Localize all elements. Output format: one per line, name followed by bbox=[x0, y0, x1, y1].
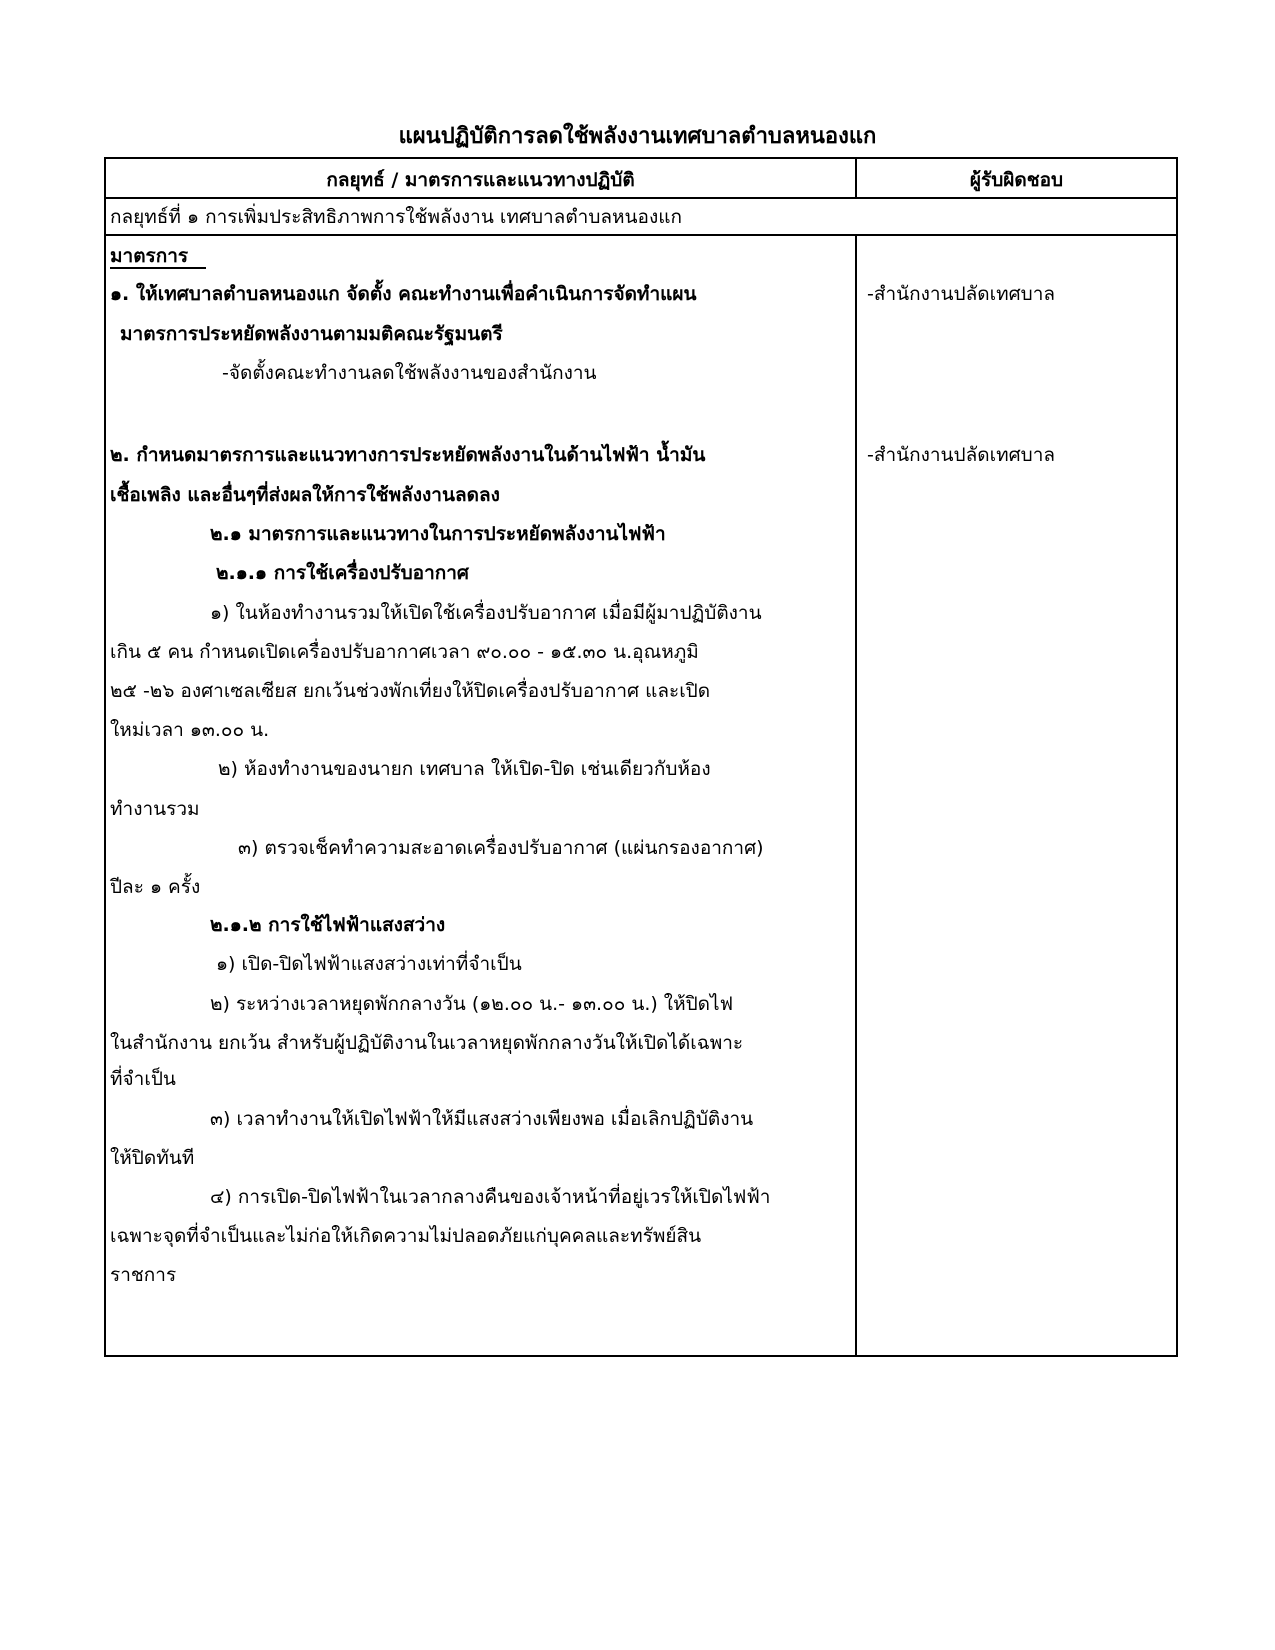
light-item-4-line-1: ๔) การเปิด-ปิดไฟฟ้าในเวลากลางคืนของเจ้าหน้าที่อยู่เวรให้เปิดไฟฟ้า bbox=[210, 1186, 771, 1208]
measure-1-line-2: มาตรการประหยัดพลังงานตามมติคณะรัฐมนตรี bbox=[120, 323, 503, 345]
measure-2-1-2-heading: ๒.๑.๒ การใช้ไฟฟ้าแสงสว่าง bbox=[210, 914, 446, 936]
measure-2-1-1-heading: ๒.๑.๑ การใช้เครื่องปรับอากาศ bbox=[216, 562, 469, 584]
ac-item-2-line-2: ทำงานรวม bbox=[110, 798, 200, 820]
light-item-3-line-2: ให้ปิดทันที bbox=[110, 1147, 195, 1169]
measure-2-1-heading: ๒.๑ มาตรการและแนวทางในการประหยัดพลังงานไฟฟ้า bbox=[210, 523, 666, 545]
header-responsible: ผู้รับผิดชอบ bbox=[969, 169, 1064, 191]
measure-1-line-1: ๑. ให้เทศบาลตำบลหนองแก จัดตั้ง คณะทำงานเพื่อคำเนินการจัดทำแผน bbox=[110, 283, 697, 305]
measure-2-line-2: เชื้อเพลิง และอื่นๆที่ส่งผลให้การใช้พลังงานลดลง bbox=[110, 484, 500, 506]
measure-2-line-1: ๒. กำหนดมาตรการและแนวทางการประหยัดพลังงานในด้านไฟฟ้า น้ำมัน bbox=[110, 444, 706, 466]
light-item-3-line-1: ๓) เวลาทำงานให้เปิดไฟฟ้าให้มีแสงสว่างเพียงพอ เมื่อเลิกปฏิบัติงาน bbox=[210, 1108, 754, 1130]
document-title: แผนปฏิบัติการลดใช้พลังงานเทศบาลตำบลหนองแก bbox=[398, 124, 877, 149]
ac-item-1-line-1: ๑) ในห้องทำงานรวมให้เปิดใช้เครื่องปรับอากาศ เมื่อมีผู้มาปฏิบัติงาน bbox=[210, 602, 762, 624]
strategy-divider bbox=[106, 234, 1176, 236]
responsible-measure-1: -สำนักงานปลัดเทศบาล bbox=[867, 283, 1056, 305]
ac-item-2-line-1: ๒) ห้องทำงานของนายก เทศบาล ให้เปิด-ปิด เช่นเดียวกับห้อง bbox=[218, 758, 711, 780]
light-item-4-line-2: เฉพาะจุดที่จำเป็นและไม่ก่อให้เกิดความไม่ปลอดภัยแก่บุคคลและทรัพย์สิน bbox=[110, 1225, 702, 1247]
measure-1-action: -จัดตั้งคณะทำงานลดใช้พลังงานของสำนักงาน bbox=[222, 362, 597, 384]
light-item-2-line-1: ๒) ระหว่างเวลาหยุดพักกลางวัน (๑๒.๐๐ น.- ๑๓.๐๐ น.) ให้ปิดไฟ bbox=[210, 993, 734, 1015]
light-item-4-line-3: ราชการ bbox=[110, 1264, 177, 1286]
ac-item-1-line-3: ๒๕ -๒๖ องศาเซลเซียส ยกเว้นช่วงพักเที่ยงให้ปิดเครื่องปรับอากาศ และเปิด bbox=[110, 680, 711, 702]
strategy-row: กลยุทธ์ที่ ๑ การเพิ่มประสิทธิภาพการใช้พลังงาน เทศบาลตำบลหนองแก bbox=[110, 206, 682, 228]
ac-item-1-line-4: ใหม่เวลา ๑๓.๐๐ น. bbox=[110, 719, 270, 741]
ac-item-3-line-2: ปีละ ๑ ครั้ง bbox=[110, 876, 201, 898]
light-item-1: ๑) เปิด-ปิดไฟฟ้าแสงสว่างเท่าที่จำเป็น bbox=[216, 953, 522, 975]
measures-heading: มาตรการ bbox=[110, 243, 206, 269]
column-divider-body bbox=[855, 234, 857, 1355]
ac-item-1-line-2: เกิน ๕ คน กำหนดเปิดเครื่องปรับอากาศเวลา ๙๐.๐๐ - ๑๕.๓๐ น.อุณหภูมิ bbox=[110, 641, 699, 663]
header-divider bbox=[106, 197, 1176, 199]
light-item-2-line-3: ที่จำเป็น bbox=[110, 1068, 176, 1090]
responsible-measure-2: -สำนักงานปลัดเทศบาล bbox=[867, 444, 1056, 466]
ac-item-3-line-1: ๓) ตรวจเช็คทำความสะอาดเครื่องปรับอากาศ (แผ่นกรองอากาศ) bbox=[238, 837, 764, 859]
header-strategy-measures: กลยุทธ์ / มาตรการและแนวทางปฏิบัติ bbox=[326, 169, 635, 191]
light-item-2-line-2: ในสำนักงาน ยกเว้น สำหรับผู้ปฏิบัติงานในเวลาหยุดพักกลางวันให้เปิดได้เฉพาะ bbox=[110, 1032, 744, 1054]
action-plan-table bbox=[104, 157, 1178, 1357]
